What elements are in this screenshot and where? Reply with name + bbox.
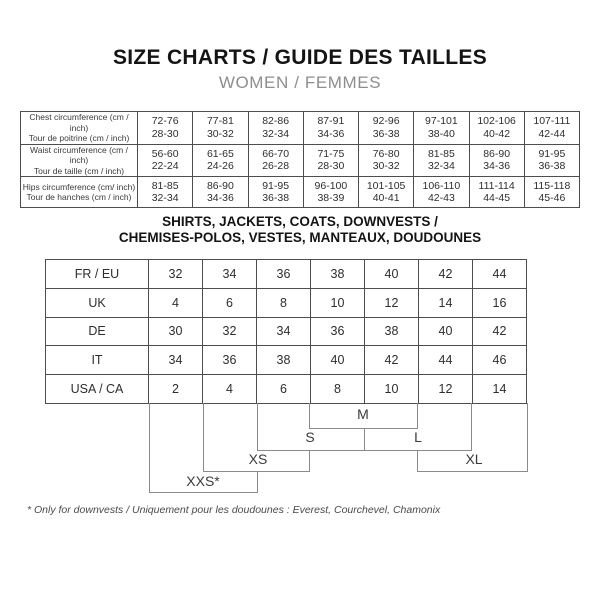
table-row-chest [21, 112, 580, 145]
bracket-line [364, 428, 365, 450]
size-cell: 34 [203, 260, 257, 289]
measurement-cell: 76-80 30-32 [359, 144, 414, 177]
bracket-line [203, 403, 204, 471]
size-cell: 38 [257, 346, 311, 375]
size-group-label-xl: XL [465, 451, 483, 467]
measurement-cell: 107-111 42-44 [524, 112, 579, 145]
bracket-line [417, 450, 418, 471]
bracket-line [149, 403, 150, 492]
size-cell: 40 [419, 317, 473, 346]
size-cell: 14 [473, 375, 527, 404]
size-row-fr-eu [46, 260, 527, 289]
size-cell: 10 [311, 288, 365, 317]
bracket-line [257, 471, 258, 492]
size-cell: 42 [365, 346, 419, 375]
measurement-cell: 71-75 28-30 [303, 144, 358, 177]
measurement-cell: 81-85 32-34 [414, 144, 469, 177]
size-row-usa-ca [46, 375, 527, 404]
bracket-line [417, 403, 418, 428]
size-cell: 2 [149, 375, 203, 404]
size-cell: 12 [419, 375, 473, 404]
measurement-cell: 96-100 38-39 [303, 177, 358, 208]
size-cell: 6 [257, 375, 311, 404]
measurement-cell: 87-91 34-36 [303, 112, 358, 145]
size-cell: 30 [149, 317, 203, 346]
measurement-cell: 61-65 24-26 [193, 144, 248, 177]
size-cell: 46 [473, 346, 527, 375]
footnote: * Only for downvests / Uniquement pour les doudounes : Everest, Courchevel, Chamonix [27, 504, 441, 516]
size-cell: 36 [203, 346, 257, 375]
size-group-label-xs: XS [248, 451, 268, 467]
bracket-line-xxs [149, 492, 258, 493]
size-cell: 16 [473, 288, 527, 317]
size-row-label: FR / EU [46, 260, 149, 289]
size-cell: 12 [365, 288, 419, 317]
section-heading-line2: CHEMISES-POLOS, VESTES, MANTEAUX, DOUDOUNES [118, 230, 482, 245]
size-row-label: USA / CA [46, 375, 149, 404]
measurement-row-label [21, 177, 138, 208]
size-row-uk [46, 288, 527, 317]
size-cell: 40 [311, 346, 365, 375]
label-en: Hips circumference (cm/ inch) [22, 181, 136, 192]
measurement-cell: 82-86 32-34 [248, 112, 303, 145]
size-cell: 42 [473, 317, 527, 346]
sizes-table [45, 259, 527, 404]
measurement-cell: 81-85 32-34 [138, 177, 193, 208]
size-row-label: DE [46, 317, 149, 346]
size-cell: 44 [473, 260, 527, 289]
size-row-it [46, 346, 527, 375]
label-en: Waist circumference (cm / inch) [30, 144, 128, 165]
size-cell: 36 [311, 317, 365, 346]
measurement-cell: 92-96 36-38 [359, 112, 414, 145]
measurement-cell: 72-76 28-30 [138, 112, 193, 145]
size-cell: 4 [203, 375, 257, 404]
measurement-cell: 86-90 34-36 [469, 144, 524, 177]
size-cell: 38 [365, 317, 419, 346]
measurement-cell: 66-70 26-28 [248, 144, 303, 177]
size-group-label-s: S [305, 429, 315, 445]
measurement-cell: 86-90 34-36 [193, 177, 248, 208]
size-group-label-l: L [414, 429, 422, 445]
measurement-row-label [21, 144, 138, 177]
measurement-cell: 91-95 36-38 [524, 144, 579, 177]
bracket-line [527, 403, 528, 471]
bracket-line [309, 450, 310, 471]
measurement-cell: 102-106 40-42 [469, 112, 524, 145]
size-cell: 44 [419, 346, 473, 375]
page-subtitle: WOMEN / FEMMES [218, 73, 382, 92]
label-fr: Tour de taille (cm / inch) [33, 165, 125, 176]
bracket-line-s-l [257, 450, 472, 451]
size-cell: 32 [203, 317, 257, 346]
size-cell: 4 [149, 288, 203, 317]
size-group-label-m: M [357, 406, 369, 422]
size-cell: 34 [149, 346, 203, 375]
measurement-cell: 115-118 45-46 [524, 177, 579, 208]
bracket-line-xs [203, 471, 310, 472]
bracket-line-m [309, 428, 418, 429]
bracket-line [309, 403, 310, 428]
measurement-cell: 77-81 30-32 [193, 112, 248, 145]
measurement-cell: 97-101 38-40 [414, 112, 469, 145]
bracket-line [471, 403, 472, 450]
section-heading [0, 214, 600, 246]
size-cell: 8 [311, 375, 365, 404]
label-fr: Tour de poitrine (cm / inch) [28, 133, 130, 143]
size-row-de [46, 317, 527, 346]
bracket-line [257, 403, 258, 450]
bracket-line-xl [417, 471, 528, 472]
measurement-cell: 101-105 40-41 [359, 177, 414, 208]
measurement-cell: 91-95 36-38 [248, 177, 303, 208]
measurement-row-label [21, 112, 138, 145]
table-row-hips [21, 177, 580, 208]
measurements-table [20, 111, 580, 208]
size-cell: 6 [203, 288, 257, 317]
size-cell: 8 [257, 288, 311, 317]
measurement-cell: 111-114 44-45 [469, 177, 524, 208]
size-cell: 42 [419, 260, 473, 289]
size-row-label: IT [46, 346, 149, 375]
label-en: Chest circumference (cm / inch) [29, 112, 129, 133]
size-cell: 36 [257, 260, 311, 289]
label-fr: Tour de hanches (cm / inch) [26, 192, 132, 202]
size-cell: 38 [311, 260, 365, 289]
page-title: SIZE CHARTS / GUIDE DES TAILLES [112, 46, 488, 69]
size-cell: 34 [257, 317, 311, 346]
table-row-waist [21, 144, 580, 177]
size-cell: 10 [365, 375, 419, 404]
size-cell: 40 [365, 260, 419, 289]
size-cell: 14 [419, 288, 473, 317]
size-row-label: UK [46, 288, 149, 317]
size-group-label-xxs: XXS* [186, 473, 220, 489]
size-cell: 32 [149, 260, 203, 289]
section-heading-line1: SHIRTS, JACKETS, COATS, DOWNVESTS / [162, 214, 438, 229]
measurement-cell: 106-110 42-43 [414, 177, 469, 208]
measurement-cell: 56-60 22-24 [138, 144, 193, 177]
